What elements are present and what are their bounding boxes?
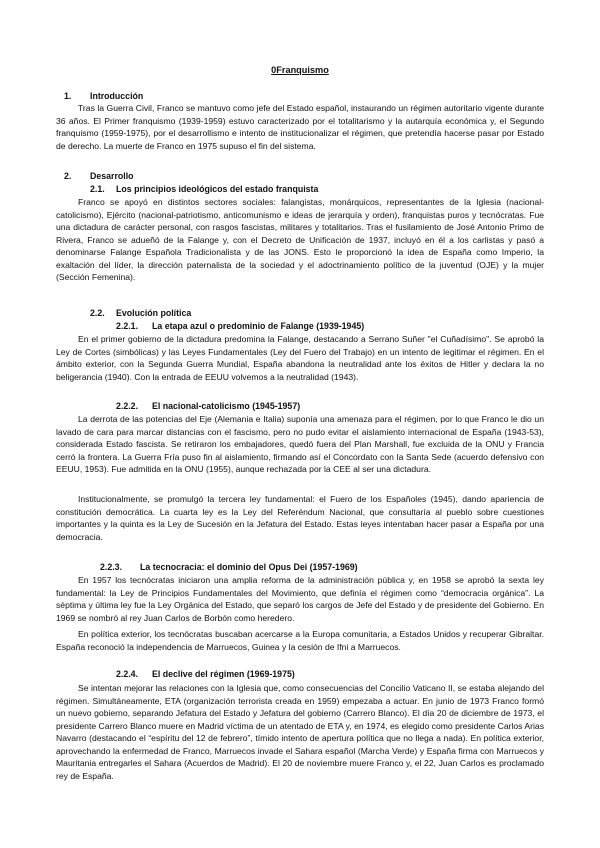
heading-text: La etapa azul o predominio de Falange (1939-1945) (152, 321, 365, 331)
paragraph-nacional-catolicismo-1: La derrota de las potencias del Eje (Alemania e Italia) suponía una amenaza para el régimen, por lo que Franco le dio un lavado de cara para marcar distancias con el fascismo, pero no pudo evitar el aislamiento internacional de España (1943-53), considerada Estado fascista. Se retiraron los embajadores, quedó fuera del Plan Marshall, fue excluida de la ONU y Francia cerró la frontera. La Guerra Fría puso fin al aislamiento, firmando así el Concordato con la Santa Sede (acuerdo defensivo con EEUU, 1953). Fue admitida en la ONU (1955), aunque rechazada por la CEE al ser una dictadura. (56, 414, 544, 474)
heading-text: El declive del régimen (1969-1975) (152, 669, 295, 679)
document-title: 0Franquismo (271, 65, 329, 75)
heading-text: Introducción (90, 91, 144, 101)
heading-introduccion (64, 90, 143, 103)
heading-evolucion-politica (90, 307, 191, 320)
heading-number: 2.2.3. (100, 562, 123, 572)
paragraph-declive-regimen: Se intentan mejorar las relaciones con la Iglesia que, como consecuencias del Concilio Vaticano II, se estaba alejando del régimen. Simultáneamente, ETA (organización terrorista creada en 1959) empezaba a actuar. En junio de 1973 Franco formó un nuevo gobierno, separando Jefatura del Estado y Jefatura del gobierno (Carrero Blanco). El día 20 de diciembre de 1973, el presidente Carrero Blanco muere en Madrid víctima de un atentado de ETA y, en 1974, es elegido como presidente Carlos Arias Navarro (destacando el “espíritu del 12 de febrero”, tímido intento de apertura política que no llega a nada). En política exterior, aprovechando la enfermedad de Franco, Marruecos invade el Sahara español (Marcha Verde) y España firma con Marruecos y Mauritania entregarles el Sahara (Acuerdos de Madrid). El 20 de noviembre muere Franco y, el 22, Juan Carlos es proclamado rey de España. (56, 683, 544, 781)
heading-number: 2.2.1. (116, 321, 139, 331)
heading-text: Los principios ideológicos del estado franquista (116, 184, 319, 194)
heading-number: 2.2. (90, 308, 105, 318)
heading-number: 2. (64, 171, 72, 181)
heading-desarrollo (64, 170, 134, 183)
paragraph-etapa-azul: En el primer gobierno de la dictadura predomina la Falange, destacando a Serrano Suñer "el Cuñadísimo". Se aprobó la Ley de Cortes (simbólicas) y las Leyes Fundamentales (Ley del Fuero del Trabajo) en un intento de legitimar el régimen. En el ámbito exterior, con la Segunda Guerra Mundial, España abandona la neutralidad ante los éxitos de Hitler y declara la no beligerancia (1940). Con la entrada de EEUU volvemos a la neutralidad (1943). (56, 334, 544, 382)
heading-text: La tecnocracia: el dominio del Opus Dei (1957-1969) (140, 562, 358, 572)
heading-text: Desarrollo (90, 171, 134, 181)
heading-text: Evolución política (116, 308, 192, 318)
heading-number: 2.2.2. (116, 401, 139, 411)
heading-declive-regimen (116, 668, 295, 681)
heading-number: 2.2.4. (116, 669, 139, 679)
heading-number: 2.1. (90, 184, 105, 194)
heading-tecnocracia (100, 561, 358, 574)
paragraph-tecnocracia-1: En 1957 los tecnócratas iniciaron una amplia reforma de la administración pública y, en 1958 se aprobó la sexta ley fundamental: la Ley de Principios Fundamentales del Movimiento, que definía el régimen como “democracia orgánica”. La séptima y última ley fue la Ley Orgánica del Estado, que separó los cargos de Jefe del Estado y de presidente del Gobierno. En 1969 se nombró al rey Juan Carlos de Borbón como heredero. (56, 575, 544, 623)
paragraph-principios-ideologicos: Franco se apoyó en distintos sectores sociales: falangistas, monárquicos, representantes de la Iglesia (nacional-catolicismo), Ejército (nacional-patriotismo, anticomunismo e ideas de jerarquía y orden), franquistas puros y tecnócratas. Fue una dictadura de carácter personal, con rasgos fascistas, militares y totalitarios. Tras el fusilamiento de José Antonio Primo de Rivera, Franco se adueñó de la Falange y, con el Decreto de Unificación de 1937, incluyó en él a los carlistas y pasó a denominarse Falange Española Tradicionalista y de las JONS. Esto le proporcionó la idea de España como Imperio, la exaltación del líder, la dirección paternalista de la sociedad y el adoctrinamiento político de la juventud (OJE) y la mujer (Sección Femenina). (56, 197, 544, 282)
heading-number: 1. (64, 91, 72, 101)
heading-text: El nacional-catolicismo (1945-1957) (152, 401, 301, 411)
heading-principios-ideologicos (90, 183, 318, 196)
heading-etapa-azul (116, 320, 364, 333)
paragraph-tecnocracia-2: En política exterior, los tecnócratas buscaban acercarse a la Europa comunitaria, a Estados Unidos y recuperar Gibraltar. España reconoció la independencia de Marruecos, Guinea y la cesión de Ifni a Marruecos. (56, 629, 544, 652)
paragraph-introduccion: Tras la Guerra Civil, Franco se mantuvo como jefe del Estado español, instaurando un régimen autoritario vigente durante 36 años. El Primer franquismo (1939-1959) estuvo caracterizado por el totalitarismo y la autarquía económica y, el Segundo franquismo (1959-1975), por el desarrollismo e intento de institucionalizar el régimen, que pretendía hacerse pasar por Estado de derecho. La muerte de Franco en 1975 supuso el fin del sistema. (56, 103, 544, 151)
paragraph-nacional-catolicismo-2: Institucionalmente, se promulgó la tercera ley fundamental: el Fuero de los Españoles (1945), dando apariencia de constitución democrática. La cuarta ley es la Ley del Referéndum Nacional, que consultaría al pueblo sobre cuestiones importantes y la quinta es la Ley de Sucesión en la Jefatura del Estado. Estas leyes intentaban hacer pasar a España por una democracia. (56, 494, 544, 542)
heading-nacional-catolicismo (116, 400, 300, 413)
